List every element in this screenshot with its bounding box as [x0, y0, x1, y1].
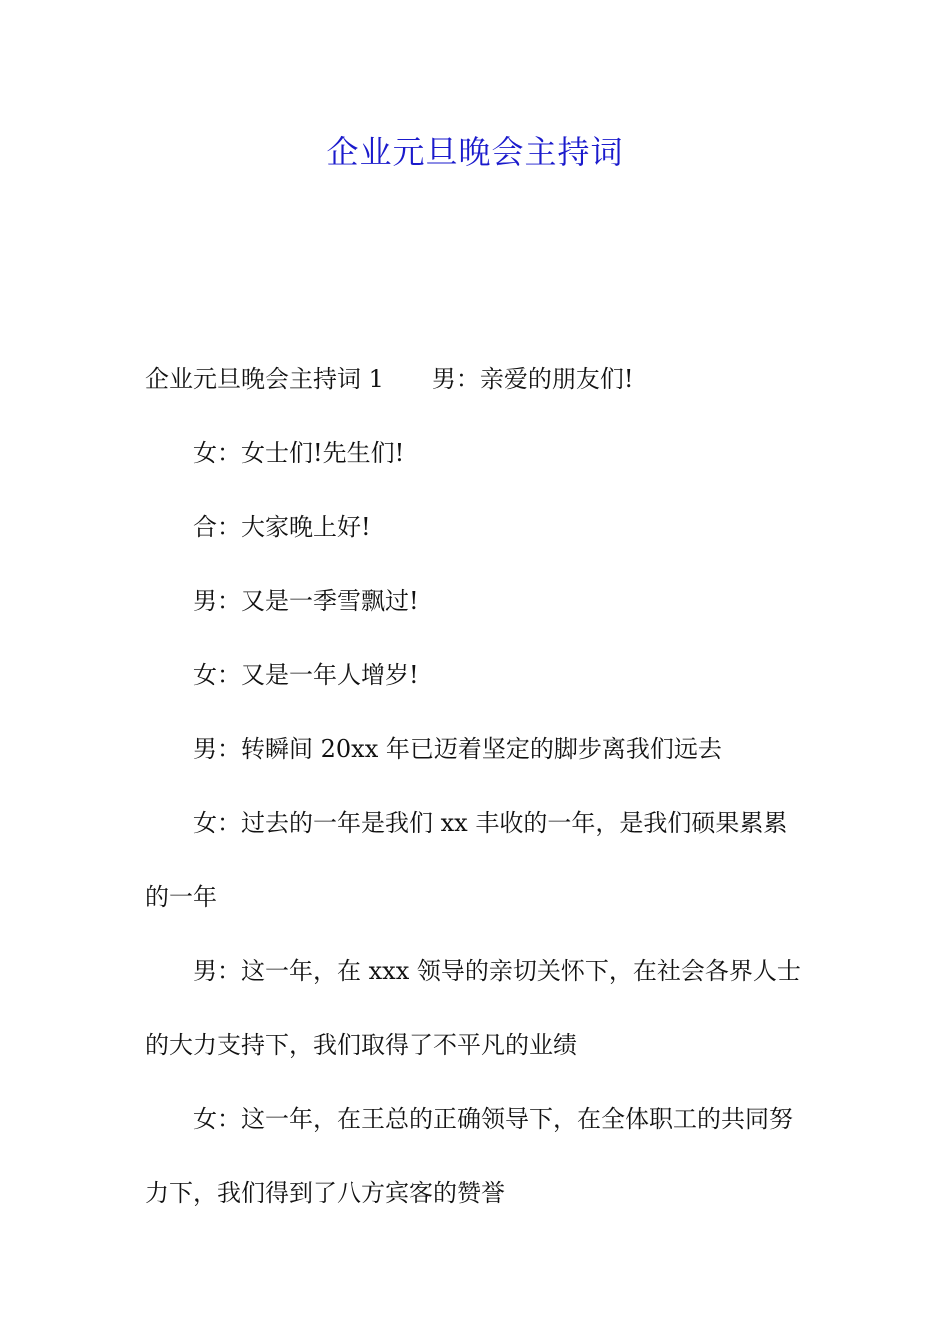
- paragraph-7: 女：过去的一年是我们 xx 丰收的一年，是我们硕果累累的一年: [145, 809, 788, 911]
- document-body: [145, 342, 810, 1230]
- paragraph-4: 男：又是一季雪飘过!: [193, 587, 419, 615]
- paragraph-3: 合：大家晚上好!: [193, 513, 371, 541]
- paragraph-8: 男：这一年，在 xxx 领导的亲切关怀下，在社会各界人士的大力支持下，我们取得了不平凡的业绩: [145, 957, 801, 1059]
- section-heading: 企业元旦晚会主持词 1: [145, 365, 384, 393]
- paragraph-1: 男：亲爱的朋友们!: [431, 365, 634, 393]
- paragraph-2: 女：女士们!先生们!: [193, 439, 405, 467]
- paragraph-6: 男：转瞬间 20xx 年已迈着坚定的脚步离我们远去: [193, 735, 722, 763]
- document-title: 企业元旦晚会主持词: [326, 133, 624, 171]
- paragraph-9: 女：这一年，在王总的正确领导下，在全体职工的共同努力下，我们得到了八方宾客的赞誉: [145, 1105, 793, 1207]
- opening-line: [145, 342, 810, 416]
- paragraph-5: 女：又是一年人增岁!: [193, 661, 419, 689]
